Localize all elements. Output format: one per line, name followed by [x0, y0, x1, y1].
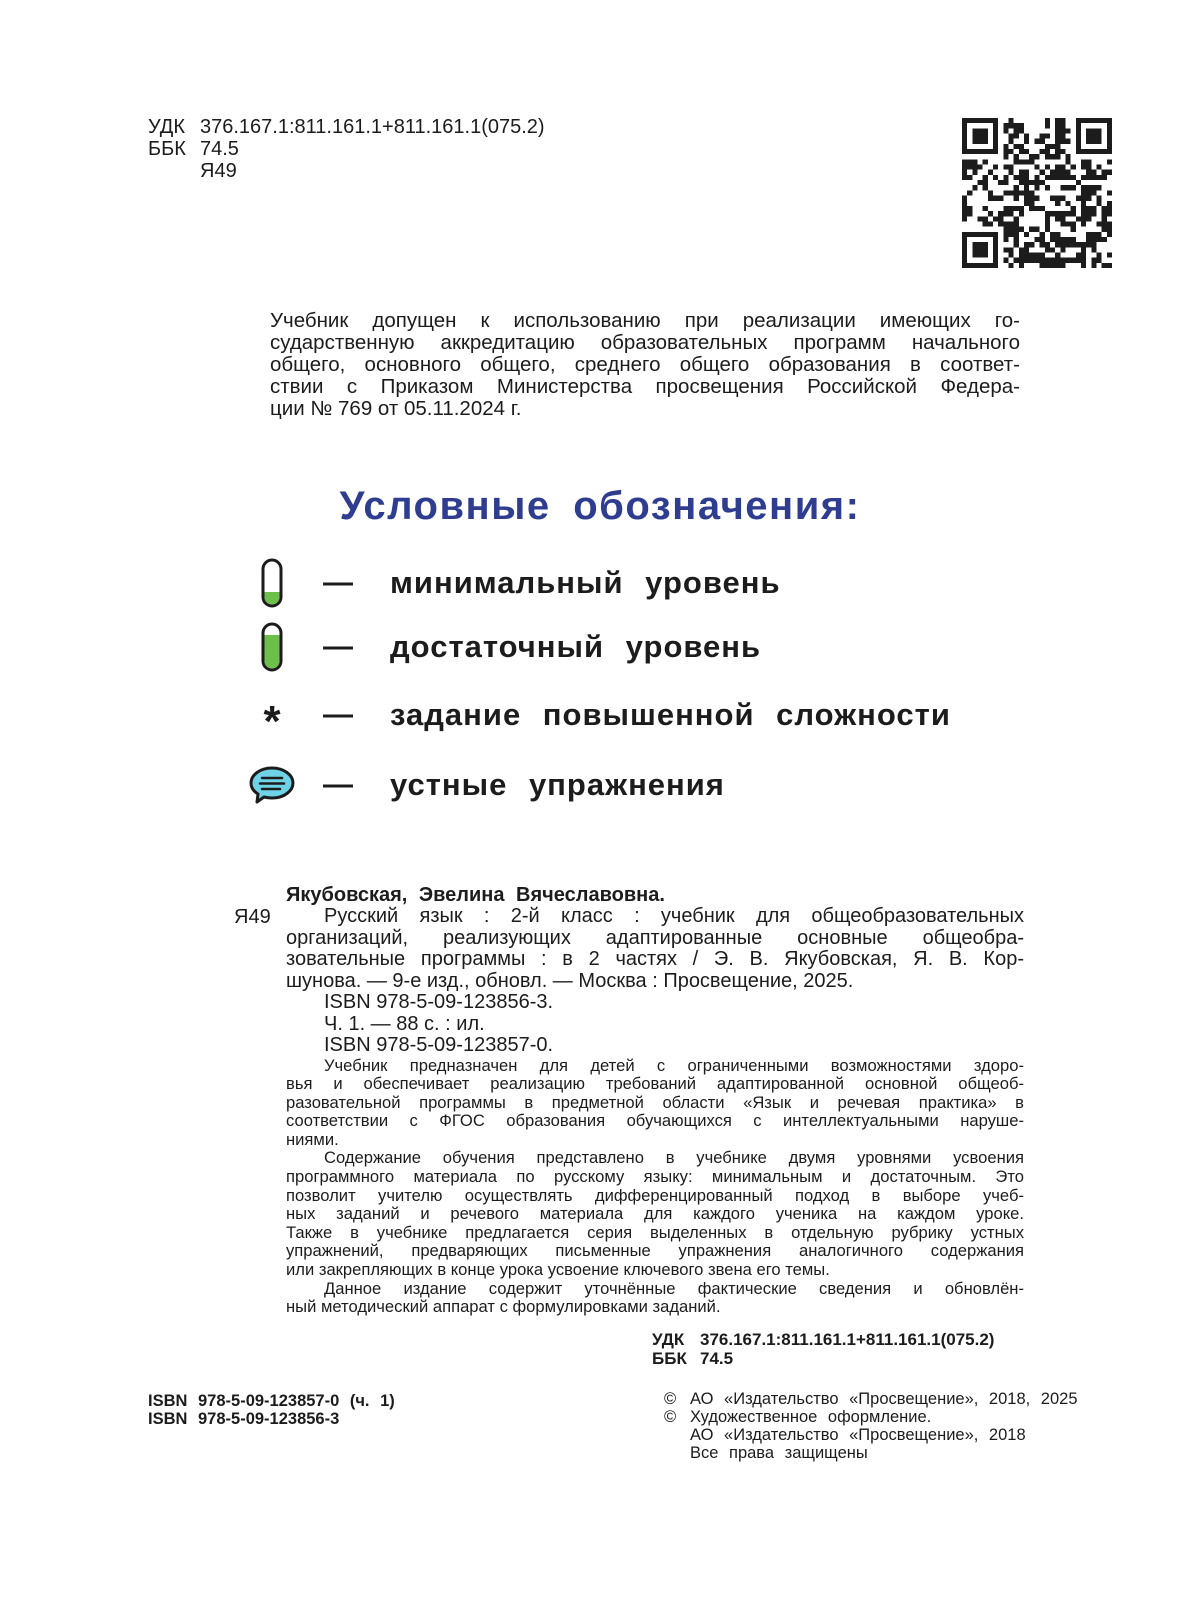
legend-dash: — [323, 566, 353, 599]
bbk-label: ББК [148, 138, 186, 160]
udk-label: УДК [652, 1330, 685, 1349]
legend-item-minimal [236, 558, 781, 608]
part-info: Ч. 1. — 88 с. : ил. [324, 1012, 485, 1035]
legend-text: задание повышенной сложности [390, 697, 951, 732]
bbk-value: 74.5 [700, 1349, 734, 1368]
legend-text: устные упражнения [390, 767, 725, 802]
legend-item-sufficient [236, 622, 761, 672]
top-index-block [148, 116, 545, 182]
udk-label: УДК [148, 116, 186, 138]
legend-dash: — [323, 768, 353, 801]
qr-code-icon[interactable] [962, 118, 1112, 268]
isbn-block [148, 1392, 395, 1428]
udk-value: 376.167.1:811.161.1+811.161.1(075.2) [700, 1330, 995, 1349]
isbn-part: ISBN 978-5-09-123857-0. [324, 1034, 554, 1056]
bbk-label: ББК [652, 1349, 687, 1368]
pencil-sufficient-icon [236, 622, 308, 672]
bottom-index-block [652, 1330, 994, 1368]
asterisk-icon: * [263, 697, 281, 746]
approval-line: сударственную аккредитацию образовательных программ начального [270, 331, 1020, 354]
speech-bubble-icon [236, 765, 308, 805]
copyright-icon: © [664, 1408, 677, 1426]
legend-item-oral [236, 760, 725, 810]
bbk-value: 74.5 [200, 138, 239, 160]
legend-dash: — [323, 630, 353, 663]
author-sign: Я49 [200, 160, 237, 182]
approval-notice [270, 310, 1020, 420]
udk-value: 376.167.1:811.161.1+811.161.1(075.2) [200, 116, 545, 138]
legend-title: Условные обозначения: [339, 484, 861, 528]
copyright-icon: © [664, 1390, 677, 1408]
legend-item-advanced [236, 690, 951, 746]
annotation: Учебник предназначен для детей с ограниченными возможностями здоро- вья и обеспечивает реализацию требований адаптированной основной общеоб- разовательной программы в предметной области «Язык и речевая практика» в соответствии с ФГОС образования обучающихся с интеллектуальными наруше- ниями. Содержание обучения представлено в учебнике двумя уровнями усвоения программного материала по русскому языку: минимальным и достаточным. Это позволит учителю осуществлять дифференцированный подход в выборе учеб- ных заданий и речевого материала для каждого ученика на каждом уроке. Также в учебнике предлагается серия выделенных в отдельную рубрику устных упражнений, предваряющих письменные упражнения аналогичного содержания или закрепляющих в конце урока усвоение ключевого звена его темы. Данное издание содержит уточнённые фактические сведения и обновлён- ный методический аппарат с формулировками заданий. [286, 1055, 1024, 1317]
legend-dash: — [323, 698, 353, 731]
legend-text: достаточный уровень [390, 629, 762, 664]
isbn-line: ISBN 978-5-09-123856-3 [148, 1410, 340, 1428]
author-heading: Якубовская, Эвелина Вячеславовна. [286, 884, 665, 906]
approval-line: ции № 769 от 05.11.2024 г. [270, 397, 522, 420]
approval-line: ствии с Приказом Министерства просвещения Российской Федера- [270, 375, 1020, 398]
isbn-set: ISBN 978-5-09-123856-3. [324, 991, 554, 1013]
pencil-minimal-icon [236, 558, 308, 608]
isbn-line: ISBN 978-5-09-123857-0 (ч. 1) [148, 1392, 395, 1410]
bibliographic-record [234, 884, 1024, 1317]
approval-line: Учебник допущен к использованию при реализации имеющих го- [270, 309, 1020, 332]
approval-line: общего, основного общего, среднего общего образования в соответ- [270, 353, 1020, 376]
author-code: Я49 [234, 906, 271, 928]
book-description: Русский язык : 2-й класс : учебник для общеобразовательных организаций, реализующих адаптированные основные общеобра- зовательные программы : в 2 частях / Э. В. Якубовская, Я. В. Кор- шунова. — 9-е изд., обновл. — Москва : Просвещение, 2025. ISBN 978-5-09-123856-3. Ч. 1. — 88 с. : ил. ISBN 978-5-09-123857-0. [286, 905, 1024, 1056]
legend-text: минимальный уровень [390, 565, 781, 600]
copyright-block: © АО «Издательство «Просвещение», 2018, 2025 © Художественное оформление. АО «Издательство «Просвещение», 2018 Все права защищены [664, 1390, 1078, 1462]
